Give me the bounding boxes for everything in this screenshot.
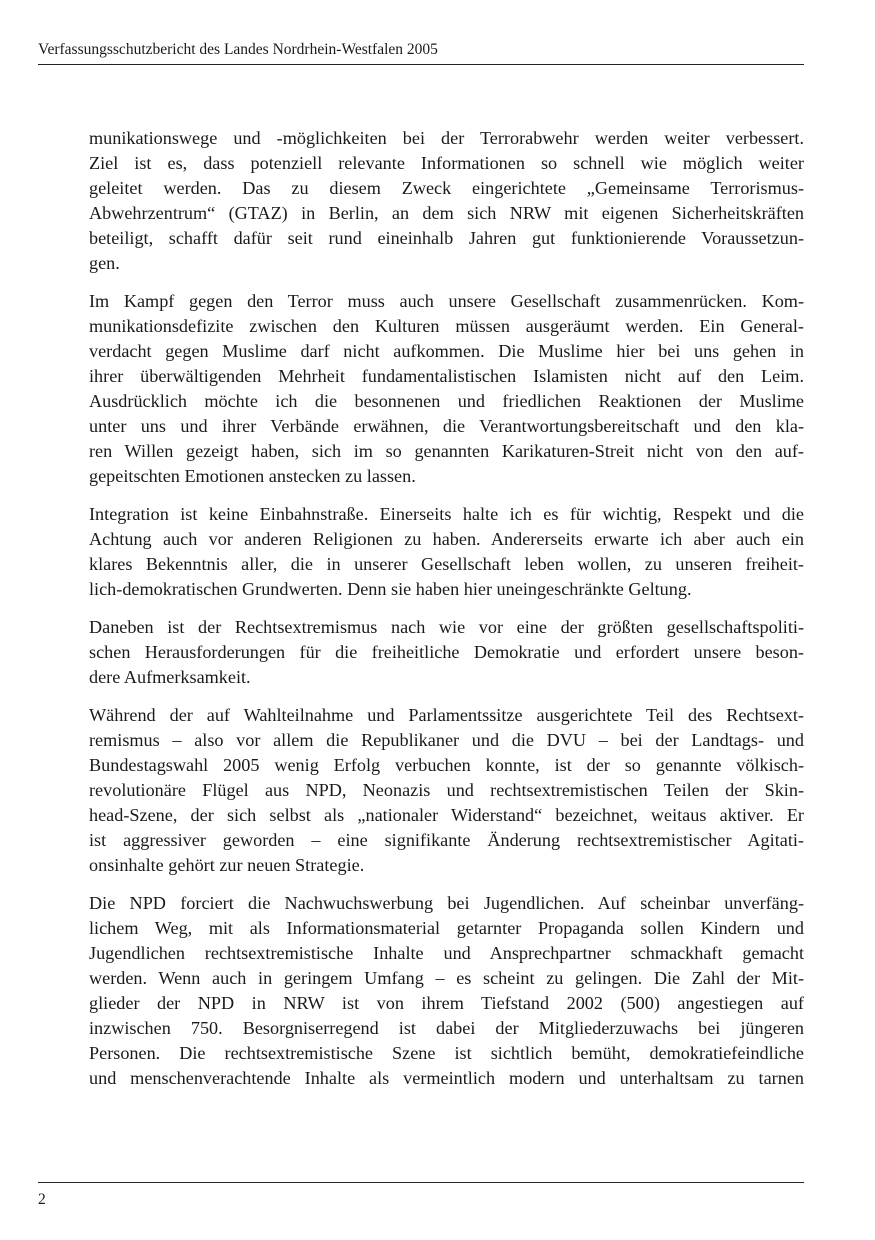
text-line: Integration ist keine Einbahnstraße. Einerseits halte ich es für wichtig, Respekt und die xyxy=(89,504,804,524)
text-line: lich-demokratischen Grundwerten. Denn sie haben hier uneingeschränkte Geltung. xyxy=(89,579,692,599)
text-line: Abwehrzentrum“ (GTAZ) in Berlin, an dem sich NRW mit eigenen Sicherheitskräften xyxy=(89,203,804,223)
text-line: geleitet werden. Das zu diesem Zweck eingerichtete „Gemeinsame Terrorismus- xyxy=(89,178,804,198)
text-line: gen. xyxy=(89,253,120,273)
paragraph-1 xyxy=(89,126,804,276)
text-line: Daneben ist der Rechtsextremismus nach wie vor eine der größten gesellschaftspoliti- xyxy=(89,617,804,637)
page-number: 2 xyxy=(38,1191,46,1208)
text-line: Achtung auch vor anderen Religionen zu haben. Andererseits erwarte ich aber auch ein xyxy=(89,529,804,549)
text-line: lichem Weg, mit als Informationsmaterial getarnter Propaganda sollen Kindern und xyxy=(89,918,804,938)
header-rule xyxy=(38,64,804,65)
body-text xyxy=(89,126,804,1104)
text-line: ihrer überwältigenden Mehrheit fundamentalistischen Islamisten nicht auf den Leim. xyxy=(89,366,804,386)
text-line: unter uns und ihrer Verbände erwähnen, die Verantwortungsbereitschaft und den kla- xyxy=(89,416,804,436)
footer-rule xyxy=(38,1182,804,1183)
text-line: Während der auf Wahlteilnahme und Parlamentssitze ausgerichtete Teil des Rechtsext- xyxy=(89,705,804,725)
text-line: head-Szene, der sich selbst als „nationaler Widerstand“ bezeichnet, weitaus aktiver. Er xyxy=(89,805,804,825)
text-line: Personen. Die rechtsextremistische Szene ist sichtlich bemüht, demokratiefeindliche xyxy=(89,1043,804,1063)
text-line: gepeitschten Emotionen anstecken zu lassen. xyxy=(89,466,416,486)
paragraph-6 xyxy=(89,891,804,1091)
text-line: glieder der NPD in NRW ist von ihrem Tiefstand 2002 (500) angestiegen auf xyxy=(89,993,804,1013)
text-line: remismus – also vor allem die Republikaner und die DVU – bei der Landtags- und xyxy=(89,730,804,750)
text-line: inzwischen 750. Besorgniserregend ist dabei der Mitgliederzuwachs bei jüngeren xyxy=(89,1018,804,1038)
paragraph-5 xyxy=(89,703,804,878)
text-line: Ziel ist es, dass potenziell relevante Informationen so schnell wie möglich weiter xyxy=(89,153,804,173)
text-line: Ausdrücklich möchte ich die besonnenen und friedlichen Reaktionen der Muslime xyxy=(89,391,804,411)
text-line: beteiligt, schafft dafür seit rund eineinhalb Jahren gut funktionierende Voraussetzun- xyxy=(89,228,804,248)
text-line: revolutionäre Flügel aus NPD, Neonazis und rechtsextremistischen Teilen der Skin- xyxy=(89,780,804,800)
running-header: Verfassungsschutzbericht des Landes Nordrhein-Westfalen 2005 xyxy=(38,41,438,58)
text-line: verdacht gegen Muslime darf nicht aufkommen. Die Muslime hier bei uns gehen in xyxy=(89,341,804,361)
text-line: werden. Wenn auch in geringem Umfang – es scheint zu gelingen. Die Zahl der Mit- xyxy=(89,968,804,988)
text-line: schen Herausforderungen für die freiheitliche Demokratie und erfordert unsere beson- xyxy=(89,642,804,662)
text-line: Im Kampf gegen den Terror muss auch unsere Gesellschaft zusammenrücken. Kom- xyxy=(89,291,804,311)
text-line: munikationswege und -möglichkeiten bei der Terrorabwehr werden weiter verbessert. xyxy=(89,128,804,148)
paragraph-4 xyxy=(89,615,804,690)
text-line: Jugendlichen rechtsextremistische Inhalte und Ansprechpartner schmackhaft gemacht xyxy=(89,943,804,963)
text-line: und menschenverachtende Inhalte als vermeintlich modern und unterhaltsam zu tarnen xyxy=(89,1068,804,1088)
text-line: munikationsdefizite zwischen den Kulturen müssen ausgeräumt werden. Ein General- xyxy=(89,316,804,336)
text-line: dere Aufmerksamkeit. xyxy=(89,667,251,687)
text-line: onsinhalte gehört zur neuen Strategie. xyxy=(89,855,365,875)
text-line: klares Bekenntnis aller, die in unserer Gesellschaft leben wollen, zu unseren freiheit- xyxy=(89,554,804,574)
paragraph-2 xyxy=(89,289,804,489)
text-line: Die NPD forciert die Nachwuchswerbung bei Jugendlichen. Auf scheinbar unverfäng- xyxy=(89,893,804,913)
text-line: ist aggressiver geworden – eine signifikante Änderung rechtsextremistischer Agitati- xyxy=(89,830,804,850)
paragraph-3 xyxy=(89,502,804,602)
text-line: Bundestagswahl 2005 wenig Erfolg verbuchen konnte, ist der so genannte völkisch- xyxy=(89,755,804,775)
text-line: ren Willen gezeigt haben, sich im so genannten Karikaturen-Streit nicht von den auf- xyxy=(89,441,804,461)
